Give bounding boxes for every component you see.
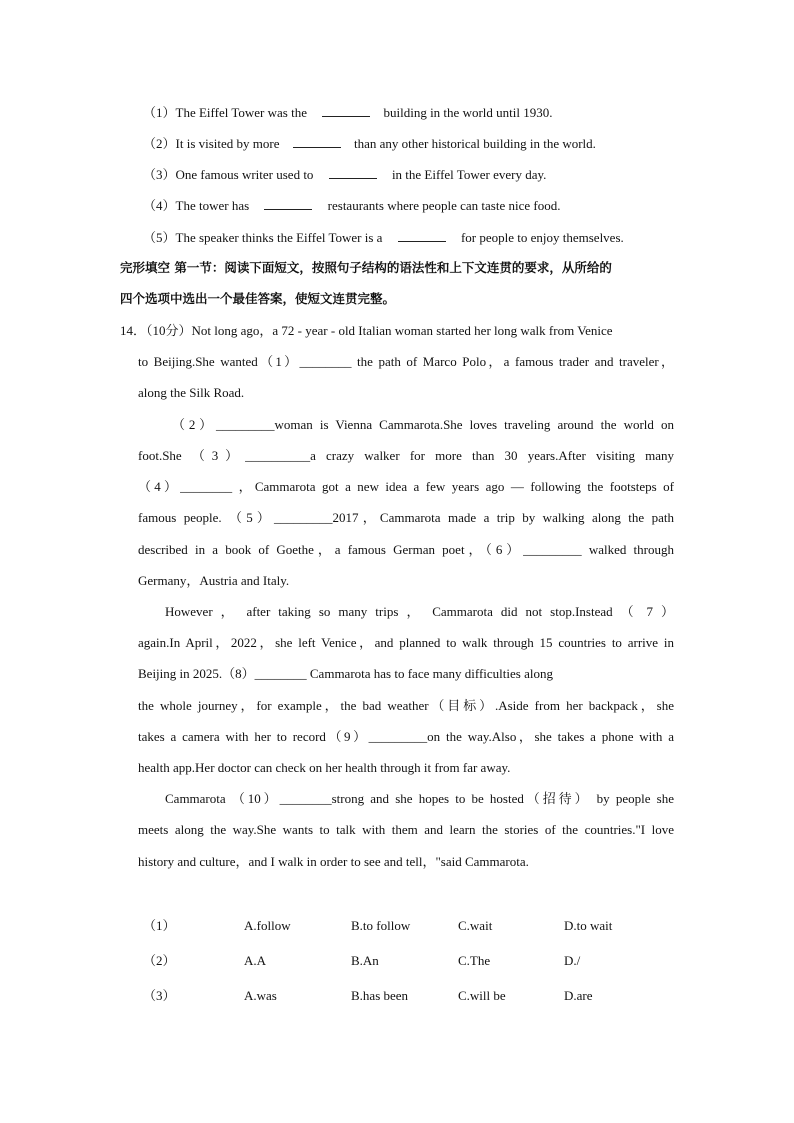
subquestion-number: （1） <box>143 105 176 120</box>
subquestion-text: building in the world until 1930. <box>383 105 553 120</box>
question-number: 14．（10分） <box>120 323 192 338</box>
option-c[interactable]: C.will be <box>458 988 506 1003</box>
subquestion-text: The Eiffel Tower was the <box>175 105 307 120</box>
subquestion-number: （5） <box>143 230 176 245</box>
option-b[interactable]: B.An <box>351 953 379 968</box>
subquestion-text: The speaker thinks the Eiffel Tower is a <box>175 230 383 245</box>
option-b[interactable]: B.to follow <box>351 918 411 933</box>
answer-blank[interactable] <box>322 104 370 117</box>
subquestion-number: （4） <box>143 198 176 213</box>
passage-line: along the Silk Road. <box>138 385 245 400</box>
subquestion-text: One famous writer used to <box>175 167 314 182</box>
option-a[interactable]: A.A <box>244 953 267 968</box>
option-c[interactable]: C.The <box>458 953 491 968</box>
subquestion-text: It is visited by more <box>175 136 280 151</box>
option-c[interactable]: C.wait <box>458 918 493 933</box>
subquestion-text: restaurants where people can taste nice food. <box>327 198 561 213</box>
answer-blank[interactable] <box>293 135 341 148</box>
passage-line: Beijing in 2025.（8）________ Cammarota has to face many difficulties along <box>138 666 553 681</box>
passage-line: foot.She （3）__________a crazy walker for more than 30 years.After visiting many <box>138 448 674 463</box>
answer-blank[interactable] <box>264 197 312 210</box>
subquestion-2 <box>143 135 596 153</box>
passage-line: takes a camera with her to record（9）_________on the way.Also，she takes a phone with a <box>138 729 674 744</box>
subquestion-3 <box>143 166 546 184</box>
option-d[interactable]: D.to wait <box>564 918 613 933</box>
option-a[interactable]: A.was <box>244 988 277 1003</box>
passage-line: history and culture，and I walk in order to see and tell，"said Cammarota. <box>138 854 529 869</box>
subquestion-text: The tower has <box>175 198 250 213</box>
passage-line: described in a book of Goethe，a famous German poet，（6）_________ walked through <box>138 542 674 557</box>
passage-line: （2）_________woman is Vienna Cammarota.She loves traveling around the world on <box>172 417 674 432</box>
answer-blank[interactable] <box>398 229 446 242</box>
subquestion-5 <box>143 229 624 247</box>
passage-line: again.In April，2022，she left Venice，and planned to walk through 15 countries to arrive in <box>138 635 674 650</box>
section-header-line-2: 四个选项中选出一个最佳答案，使短文连贯完整。 <box>120 291 396 306</box>
option-b[interactable]: B.has been <box>351 988 409 1003</box>
option-number: （1） <box>143 918 176 933</box>
option-number: （3） <box>143 988 176 1003</box>
subquestion-1 <box>143 104 552 122</box>
subquestion-text: in the Eiffel Tower every day. <box>391 167 547 182</box>
answer-blank[interactable] <box>329 166 377 179</box>
option-d[interactable]: D./ <box>564 953 581 968</box>
option-a[interactable]: A.follow <box>244 918 291 933</box>
question-14-first-line <box>120 322 613 340</box>
passage-line: However ， after taking so many trips ， Cammarota did not stop.Instead （ 7 ） <box>165 604 674 619</box>
passage-line: famous people. （5）_________2017，Cammarota made a trip by walking along the path <box>138 510 674 525</box>
subquestion-4 <box>143 197 560 215</box>
passage-line: health app.Her doctor can check on her health through it from far away. <box>138 760 511 775</box>
subquestion-number: （3） <box>143 167 176 182</box>
passage-line: to Beijing.She wanted（1）________ the path of Marco Polo，a famous trader and traveler， <box>138 354 674 369</box>
passage-line: Cammarota （10）________strong and she hopes to be hosted（招待） by people she <box>165 791 674 806</box>
passage-line: the whole journey，for example，the bad weather（目标）.Aside from her backpack，she <box>138 698 674 713</box>
option-d[interactable]: D.are <box>564 988 593 1003</box>
passage-line: meets along the way.She wants to talk with them and learn the stories of the countries."I love <box>138 822 674 837</box>
option-number: （2） <box>143 953 176 968</box>
passage-line: Not long ago，a 72 - year - old Italian woman started her long walk from Venice <box>191 323 613 338</box>
subquestion-text: for people to enjoy themselves. <box>460 230 624 245</box>
passage-line: Germany，Austria and Italy. <box>138 573 290 588</box>
subquestion-number: （2） <box>143 136 176 151</box>
subquestion-text: than any other historical building in the world. <box>354 136 596 151</box>
passage-line: （4）________ ，Cammarota got a new idea a few years ago — following the footsteps of <box>138 479 674 494</box>
section-header-line-1: 完形填空 第一节：阅读下面短文，按照句子结构的语法性和上下文连贯的要求，从所给的 <box>120 260 612 275</box>
